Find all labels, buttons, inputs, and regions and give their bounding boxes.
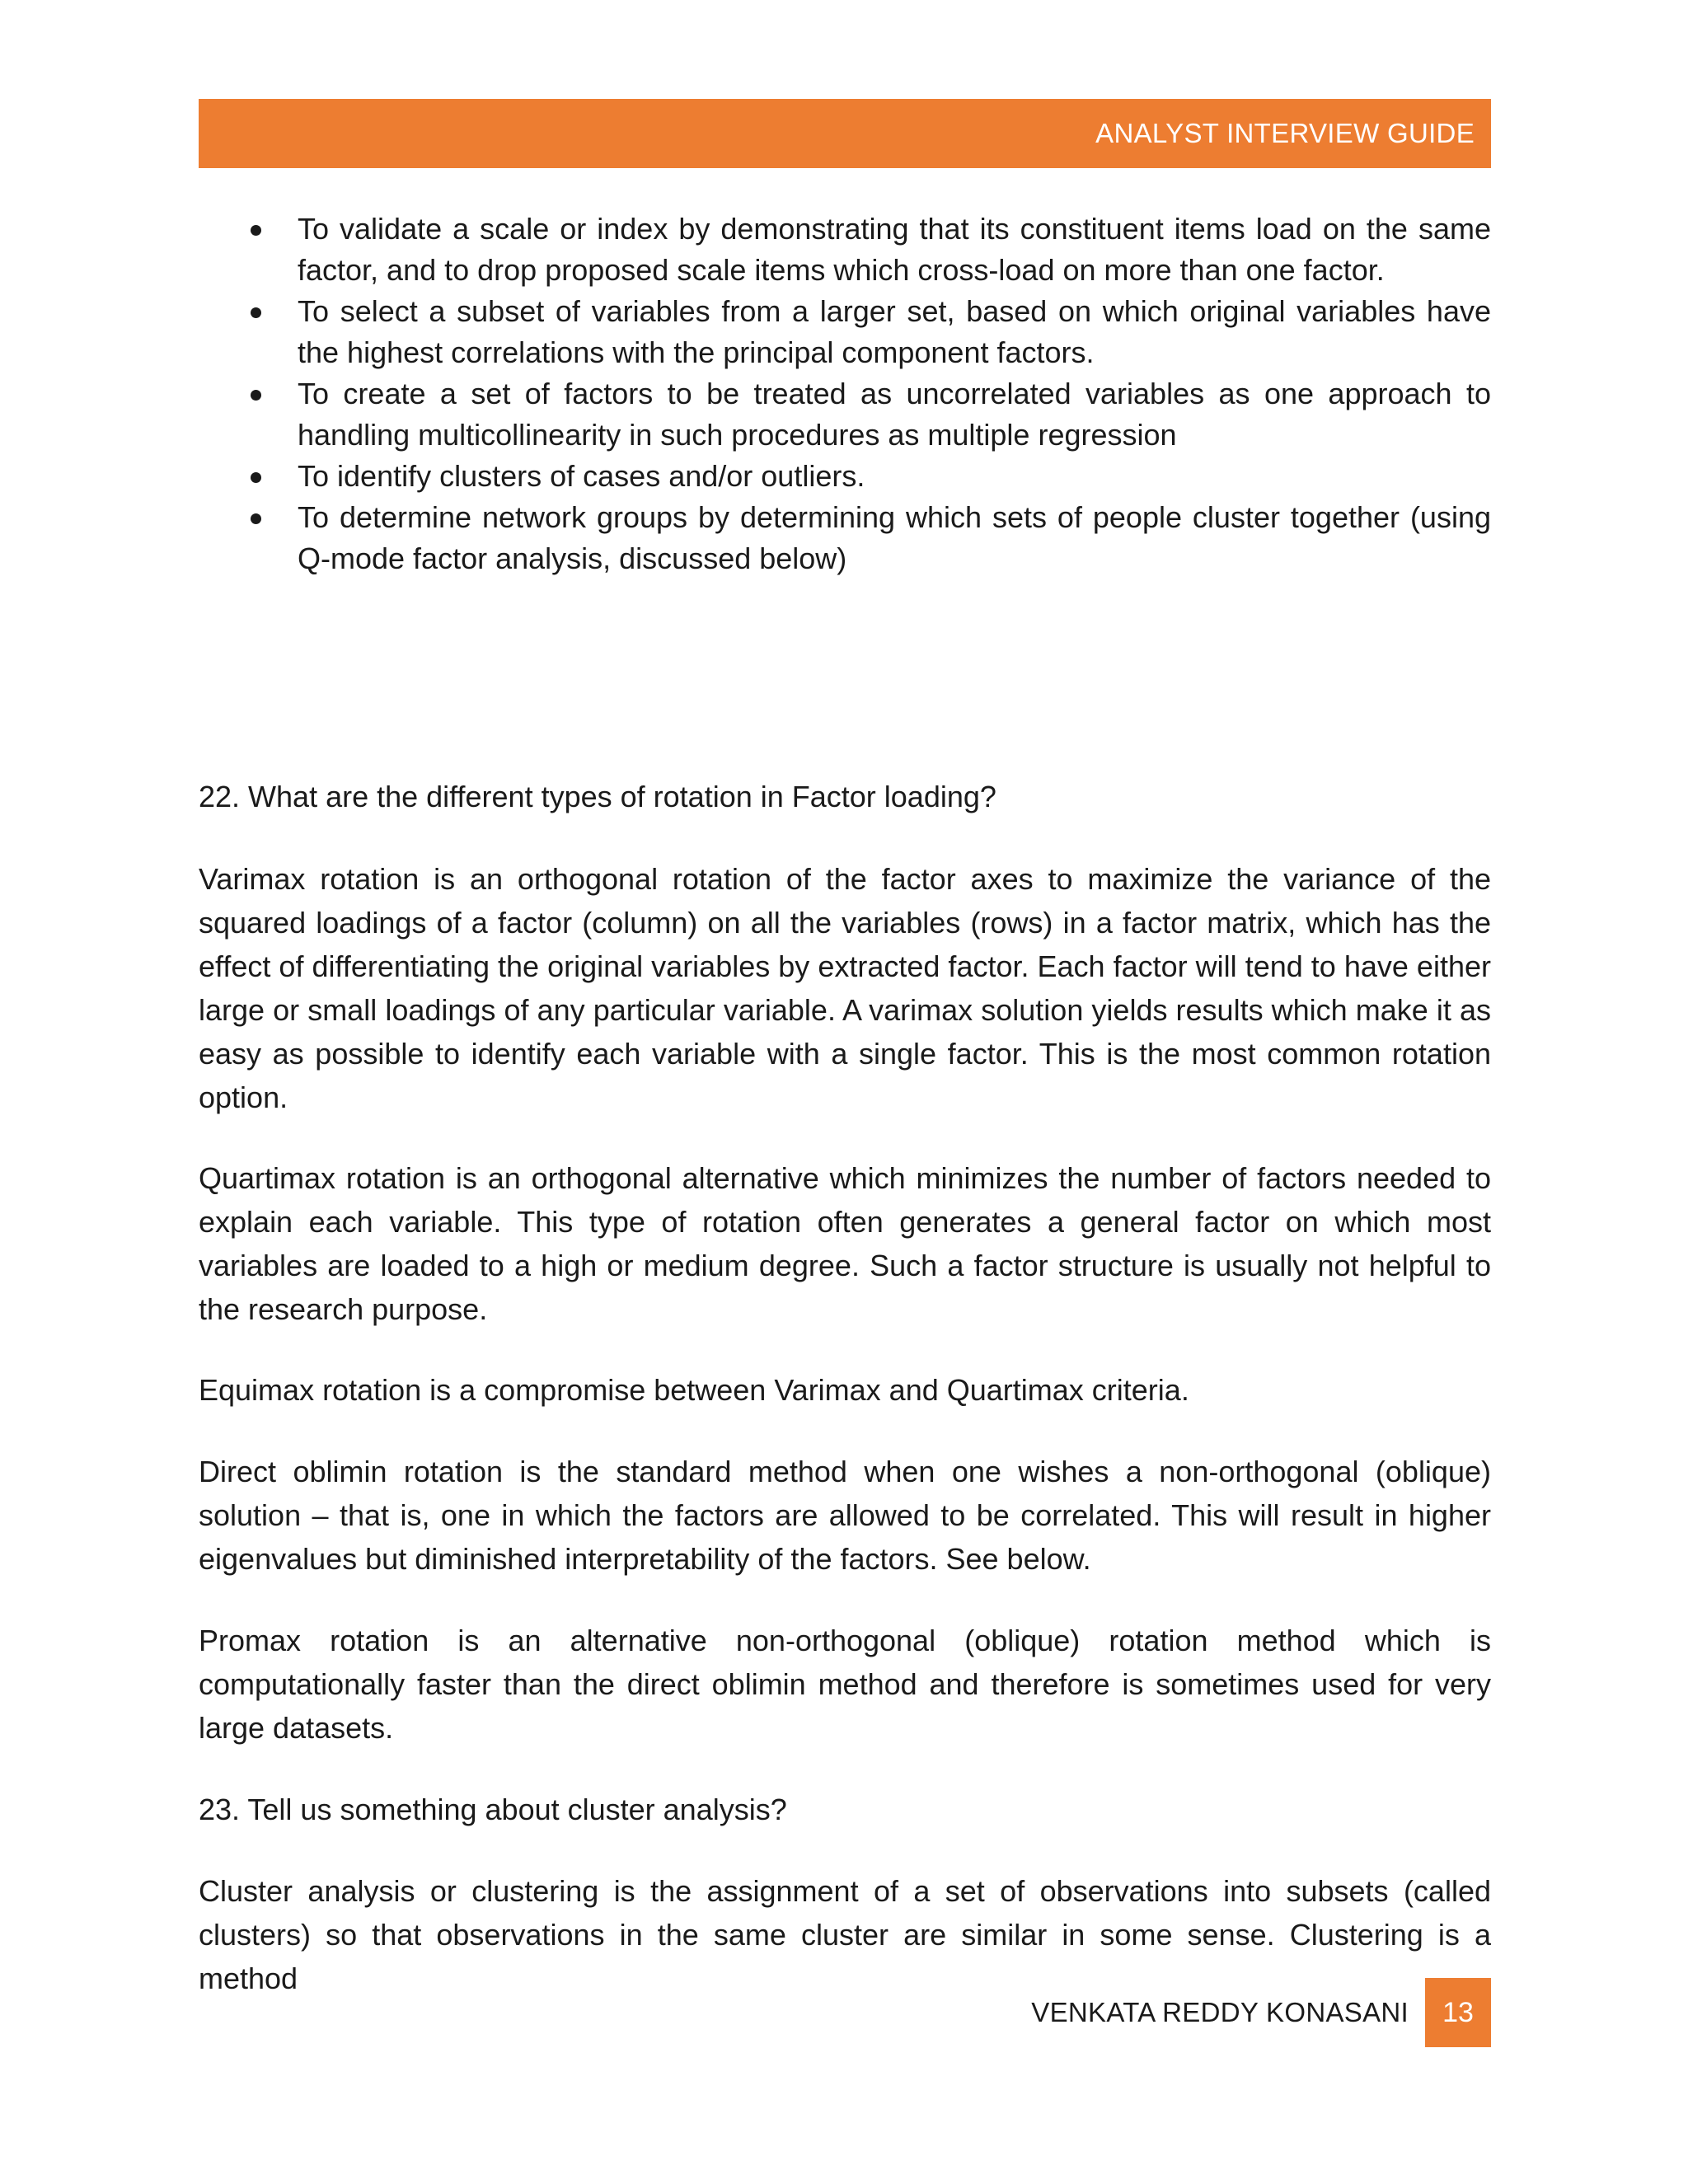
bullet-item	[199, 209, 1491, 291]
bullet-dot-icon	[251, 390, 261, 401]
bullet-text: To identify clusters of cases and/or outliers.	[298, 459, 865, 493]
bullet-item	[199, 497, 1491, 579]
header-title: ANALYST INTERVIEW GUIDE	[1095, 118, 1475, 148]
footer-author: VENKATA REDDY KONASANI	[1031, 1997, 1409, 2027]
promax-paragraph: Promax rotation is an alternative non-orthogonal (oblique) rotation method which is computationally faster than the direct oblimin method and therefore is sometimes used for very large datasets.	[199, 1624, 1491, 1745]
varimax-paragraph: Varimax rotation is an orthogonal rotation of the factor axes to maximize the variance of the squared loadings of a factor (column) on all the variables (rows) in a factor matrix, which has the effect of differentiating the original variables by extracted factor. Each factor will tend to have either large or small loadings of any particular variable. A varimax solution yields results which make it as easy as possible to identify each variable with a single factor. This is the most common rotation option.	[199, 862, 1491, 1114]
bullet-text: To validate a scale or index by demonstrating that its constituent items load on the same factor, and to drop proposed scale items which cross-load on more than one factor.	[298, 212, 1491, 287]
header-bar	[199, 99, 1491, 168]
cluster-analysis-paragraph: Cluster analysis or clustering is the assignment of a set of observations into subsets (called clusters) so that observations in the same cluster are similar in some sense. Clustering is a method	[199, 1874, 1491, 1995]
bullet-item	[199, 456, 1491, 497]
quartimax-paragraph: Quartimax rotation is an orthogonal alternative which minimizes the number of factors needed to explain each variable. This type of rotation often generates a general factor on which most variables are loaded to a high or medium degree. Such a factor structure is usually not helpful to the research purpose.	[199, 1161, 1491, 1326]
page-number: 13	[1425, 1978, 1491, 2047]
bullet-dot-icon	[251, 225, 261, 236]
bullet-dot-icon	[251, 307, 261, 318]
bullet-item	[199, 373, 1491, 456]
bullet-text: To determine network groups by determining which sets of people cluster together (using Q-mode factor analysis, discussed below)	[298, 500, 1491, 575]
bullet-item	[199, 291, 1491, 373]
question-22-heading: 22. What are the different types of rotation in Factor loading?	[199, 780, 996, 813]
bullet-text: To create a set of factors to be treated as uncorrelated variables as one approach to handling multicollinearity in such procedures as multiple regression	[298, 377, 1491, 452]
bullet-dot-icon	[251, 472, 261, 483]
bullet-text: To select a subset of variables from a larger set, based on which original variables have the highest correlations with the principal component factors.	[298, 294, 1491, 369]
oblimin-paragraph: Direct oblimin rotation is the standard method when one wishes a non-orthogonal (oblique) solution – that is, one in which the factors are allowed to be correlated. This will result in higher eigenvalues but diminished interpretability of the factors. See below.	[199, 1455, 1491, 1576]
bullet-dot-icon	[251, 513, 261, 524]
bullet-list	[199, 209, 1491, 579]
question-23-heading: 23. Tell us something about cluster analysis?	[199, 1793, 787, 1826]
equimax-paragraph: Equimax rotation is a compromise between Varimax and Quartimax criteria.	[199, 1373, 1189, 1407]
footer	[199, 1978, 1491, 2047]
